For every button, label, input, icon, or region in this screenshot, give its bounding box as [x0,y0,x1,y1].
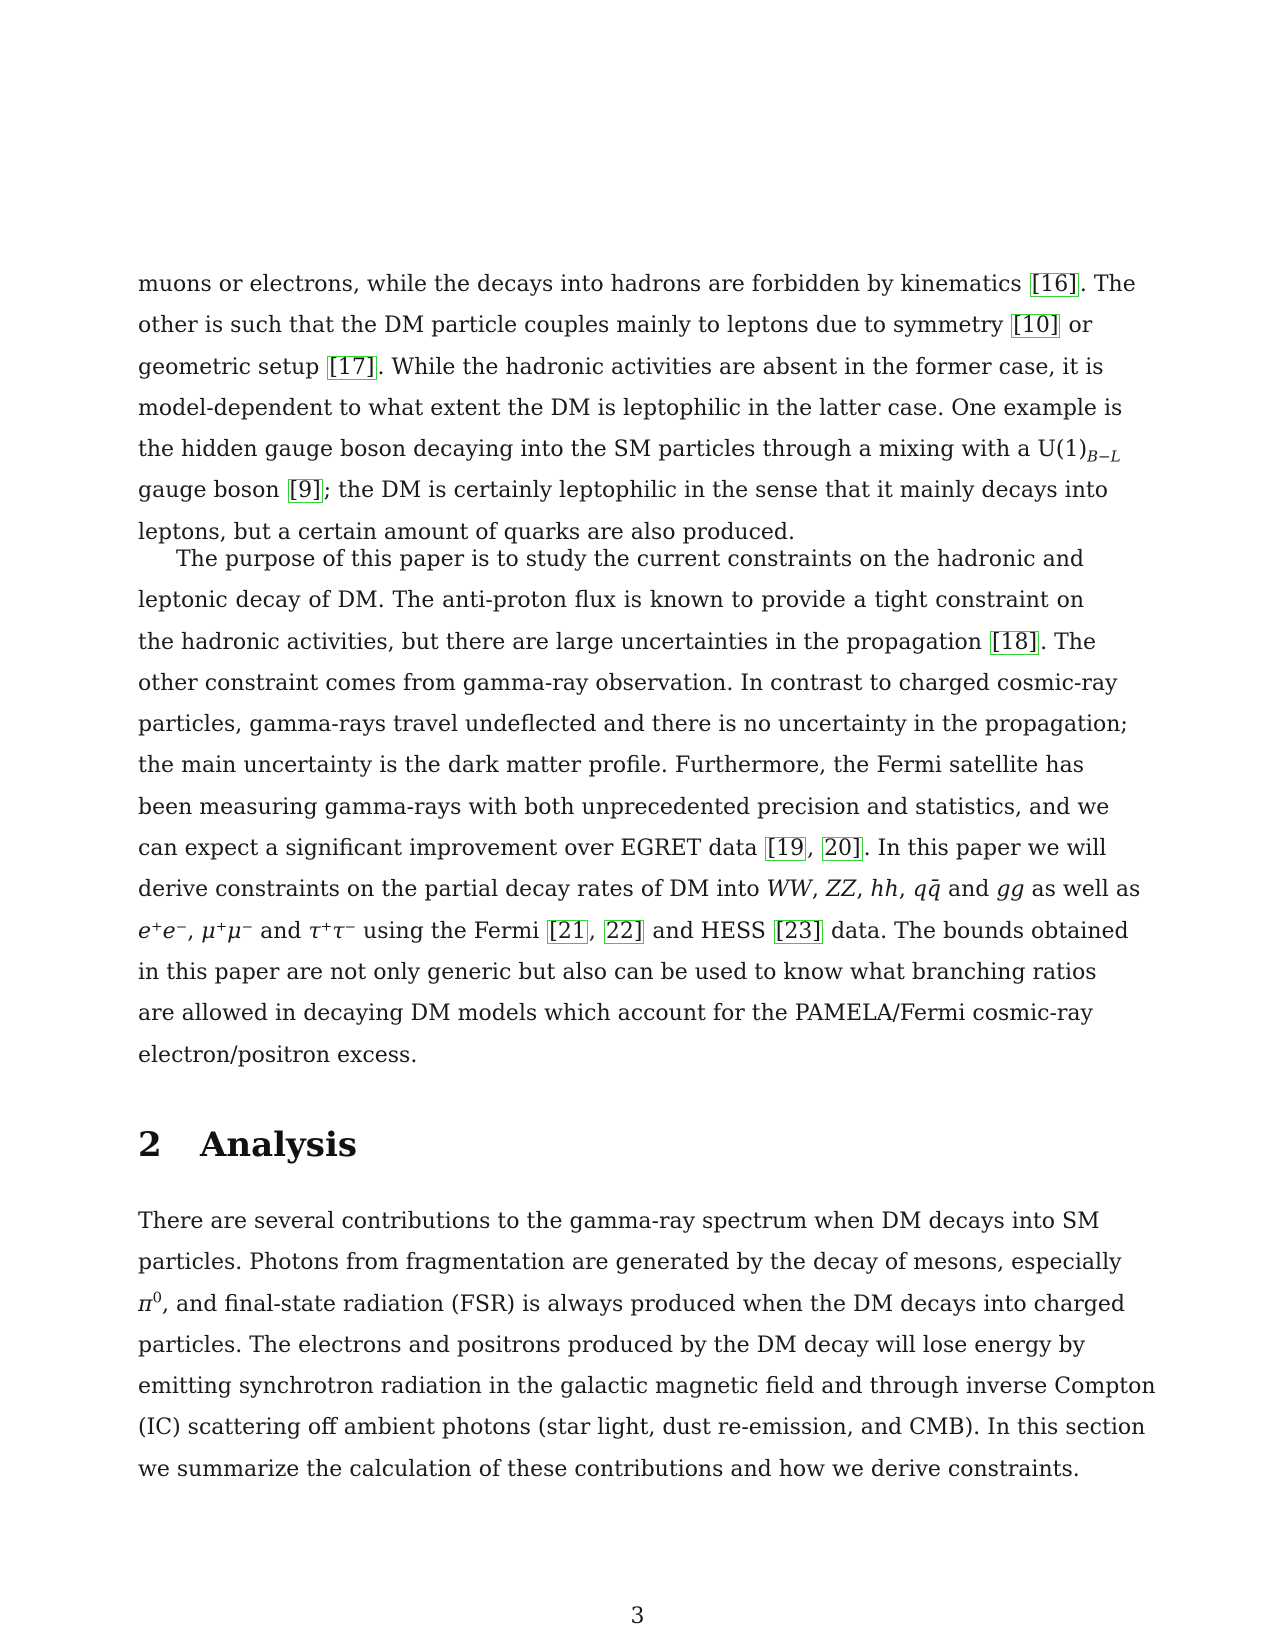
text-line: emitting synchrotron radiation in the galactic magnetic field and through inverse Compton [138,1374,1156,1400]
text-span: muons or electrons, while the decays into hadrons are forbidden by kinematics [138,272,1029,297]
math-symbol: τ⁺τ⁻ [308,918,357,944]
text-line: are allowed in decaying DM models which account for the PAMELA/Fermi cosmic-ray [138,1001,1093,1027]
text-line: particles. The electrons and positrons produced by the DM decay will lose energy by [138,1332,1086,1358]
text-line: leptonic decay of DM. The anti-proton flux is known to provide a tight constraint on [138,588,1084,614]
text-line: particles. Photons from fragmentation are generated by the decay of mesons, especially [138,1250,1122,1276]
text-span: ; the DM is certainly leptophilic in the sense that it mainly decays into [323,478,1108,504]
text-line: (IC) scattering off ambient photons (star light, dust re-emission, and CMB). In this section [138,1415,1146,1441]
text-span: as well as [1024,877,1141,903]
text-line: the main uncertainty is the dark matter profile. Furthermore, the Fermi satellite has [138,753,1084,779]
paragraph-1 [138,264,1136,553]
text-line [138,305,1093,346]
text-span: . While the hadronic activities are absent in the former case, it is [377,354,1104,380]
citation-link[interactable]: [16] [1031,272,1077,297]
text-span: geometric setup [138,354,327,380]
text-line: There are several contributions to the gamma-ray spectrum when DM decays into SM [138,1209,1100,1234]
text-line [138,1284,1125,1325]
text-line [138,470,1108,511]
text-line [138,622,1096,663]
subscript: B−L [1087,447,1121,466]
citation-link[interactable]: [19 [767,836,805,862]
citation-link[interactable]: [17] [329,354,375,380]
text-span: , [588,918,603,944]
text-span: , and final-state radiation (FSR) is always produced when the DM decays into charged [162,1291,1125,1317]
text-line: been measuring gamma-rays with both unprecedented precision and statistics, and we [138,794,1110,820]
section-title: Analysis [200,1125,358,1165]
citation-link[interactable]: 22] [605,918,643,944]
citation-link[interactable]: [9] [289,478,321,504]
math-symbol: e⁺e⁻ [138,918,188,944]
paragraph-3 [138,1201,1156,1490]
text-span: and [940,877,997,903]
text-span: using the Fermi [356,918,547,944]
text-span: , [807,836,822,862]
citation-link[interactable]: [21 [549,918,586,944]
text-line [138,828,1107,869]
text-span: and [253,918,309,944]
math-symbol: μ⁺μ⁻ [201,918,254,944]
text-line: leptons, but a certain amount of quarks are also produced. [138,519,795,545]
math-symbol: ZZ [825,877,857,903]
paragraph-2 [138,539,1141,1076]
text-span: , [187,918,202,944]
text-span: and HESS [645,918,773,944]
citation-link[interactable]: 20] [824,836,861,862]
text-line: particles, gamma-rays travel undeflected and there is no uncertainty in the propagation; [138,712,1128,738]
text-span: the hadronic activities, but there are large uncertainties in the propagation [138,629,989,655]
text-span: or [1061,313,1093,339]
citation-link[interactable]: [18] [991,629,1038,655]
text-span: . The [1079,272,1136,297]
text-span: data. The bounds obtained [823,918,1129,944]
text-line [138,347,1104,388]
math-symbol: hh [870,877,899,903]
text-line: in this paper are not only generic but also can be used to know what branching ratios [138,959,1097,985]
citation-link[interactable]: [23] [775,918,821,944]
text-span: other is such that the DM particle couples mainly to leptons due to symmetry [138,313,1011,339]
text-span: gauge boson [138,478,287,504]
text-line: other constraint comes from gamma-ray observation. In contrast to charged cosmic-ray [138,670,1118,696]
text-line [138,911,1129,952]
text-span: , [856,877,871,903]
text-line: The purpose of this paper is to study the current constraints on the hadronic and [176,547,1084,572]
math-symbol: WW [766,877,812,903]
text-line: electron/positron excess. [138,1042,418,1068]
text-span: . The [1040,629,1096,655]
math-symbol: gg [996,877,1025,903]
citation-link[interactable]: [10] [1013,313,1059,339]
text-span: . In this paper we will [863,836,1107,862]
math-symbol: qq̄ [912,877,941,903]
page-number: 3 [630,1604,645,1629]
text-line [138,264,1136,305]
text-line [138,429,1121,470]
superscript: 0 [152,1288,163,1307]
text-span: , [898,877,913,903]
math-symbol: π [138,1291,153,1317]
text-span: derive constraints on the partial decay rates of DM into [138,877,767,903]
section-number: 2 [138,1125,162,1165]
text-line: model-dependent to what extent the DM is leptophilic in the latter case. One example is [138,395,1123,421]
section-heading [138,1125,357,1165]
text-span: , [811,877,826,903]
text-span: the hidden gauge boson decaying into the SM particles through a mixing with a U(1) [138,437,1088,463]
text-line: we summarize the calculation of these contributions and how we derive constraints. [138,1456,1080,1482]
text-line [138,869,1141,910]
text-span: can expect a significant improvement over EGRET data [138,836,765,862]
